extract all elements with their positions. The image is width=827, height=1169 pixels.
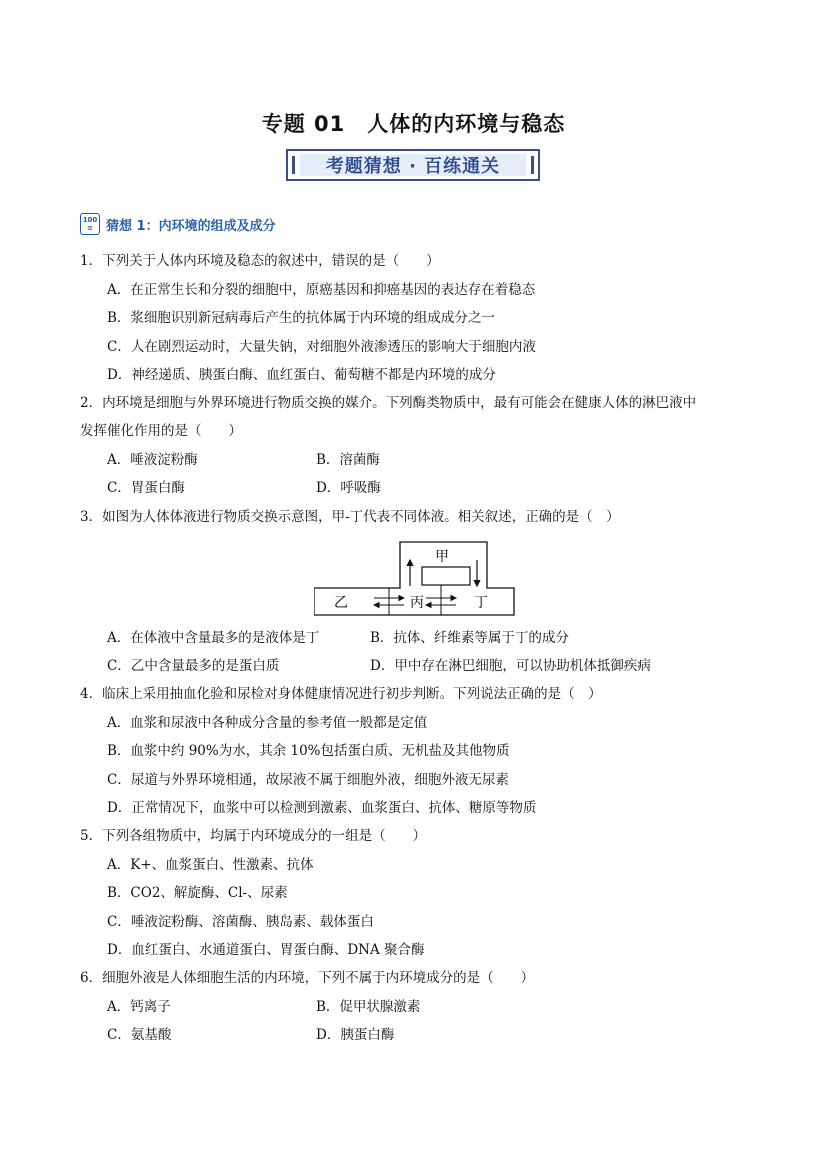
page-title bbox=[0, 108, 827, 138]
option: D．正常情况下，血浆中可以检测到激素、血浆蛋白、抗体、糖原等物质 bbox=[107, 800, 537, 816]
option: A．在体液中含量最多的是液体是丁 bbox=[107, 630, 320, 646]
banner bbox=[286, 149, 540, 181]
section-header bbox=[80, 213, 276, 235]
question-stem: 2．内环境是细胞与外界环境进行物质交换的媒介。下列酶类物质中，最有可能会在健康人体的淋巴液中 bbox=[80, 395, 697, 411]
option: B．浆细胞识别新冠病毒后产生的抗体属于内环境的组成成分之一 bbox=[107, 310, 495, 326]
option: D．胰蛋白酶 bbox=[316, 1027, 395, 1043]
label-yi: 乙 bbox=[334, 595, 348, 611]
option: D．呼吸酶 bbox=[316, 480, 381, 496]
question-stem: 6．细胞外液是人体细胞生活的内环境，下列不属于内环境成分的是（ ） bbox=[80, 970, 535, 986]
option: A．血浆和尿液中各种成分含量的参考值一般都是定值 bbox=[107, 715, 428, 731]
option: C．人在剧烈运动时，大量失钠，对细胞外液渗透压的影响大于细胞内液 bbox=[107, 339, 536, 355]
option: D．神经递质、胰蛋白酶、血红蛋白、葡萄糖不都是内环境的成分 bbox=[107, 367, 496, 383]
question-stem: 5．下列各组物质中，均属于内环境成分的一组是（ ） bbox=[80, 828, 427, 844]
label-ding: 丁 bbox=[474, 595, 488, 611]
option: B．促甲状腺激素 bbox=[316, 999, 421, 1015]
question-stem-continued: 发挥催化作用的是（ ） bbox=[80, 423, 242, 439]
title-number: 专题 01 bbox=[261, 112, 346, 136]
option: B．溶菌酶 bbox=[316, 452, 380, 468]
section-label: 猜想 1：内环境的组成及成分 bbox=[106, 218, 276, 234]
option: B．CO2、解旋酶、Cl-、尿素 bbox=[107, 885, 288, 901]
option: D．甲中存在淋巴细胞，可以协助机体抵御疾病 bbox=[370, 658, 651, 674]
option: C．乙中含量最多的是蛋白质 bbox=[107, 658, 280, 674]
option: A．唾液淀粉酶 bbox=[107, 452, 198, 468]
option: D．血红蛋白、水通道蛋白、胃蛋白酶、DNA 聚合酶 bbox=[107, 942, 425, 958]
option: B．血浆中约 90%为水，其余 10%包括蛋白质、无机盐及其他物质 bbox=[107, 743, 510, 759]
diagram-inner-box bbox=[422, 567, 470, 585]
banner-text: 考题猜想 · 百练通关 bbox=[325, 156, 501, 177]
option: C．氨基酸 bbox=[107, 1027, 172, 1043]
title-text: 人体的内环境与稳态 bbox=[367, 112, 566, 136]
question-stem: 1．下列关于人体内环境及稳态的叙述中，错误的是（ ） bbox=[80, 253, 440, 269]
option: C．尿道与外界环境相通，故尿液不属于细胞外液，细胞外液无尿素 bbox=[107, 772, 509, 788]
body-fluid-exchange-diagram bbox=[314, 540, 516, 618]
option: A．K+、血浆蛋白、性激素、抗体 bbox=[107, 857, 314, 873]
label-jia: 甲 bbox=[435, 549, 449, 565]
score-sheet-icon: 100 ≡ bbox=[80, 213, 100, 235]
option: C．胃蛋白酶 bbox=[107, 480, 185, 496]
label-bing: 丙 bbox=[410, 595, 424, 611]
option: A．钙离子 bbox=[107, 999, 171, 1015]
option: A．在正常生长和分裂的细胞中，原癌基因和抑癌基因的表达存在着稳态 bbox=[107, 282, 536, 298]
option: C．唾液淀粉酶、溶菌酶、胰岛素、载体蛋白 bbox=[107, 914, 374, 930]
question-stem: 4．临床上采用抽血化验和尿检对身体健康情况进行初步判断。下列说法正确的是（ ） bbox=[80, 686, 602, 702]
option: B．抗体、纤维素等属于丁的成分 bbox=[370, 630, 569, 646]
question-stem: 3．如图为人体体液进行物质交换示意图，甲-丁代表不同体液。相关叙述，正确的是（ ） bbox=[80, 509, 620, 525]
